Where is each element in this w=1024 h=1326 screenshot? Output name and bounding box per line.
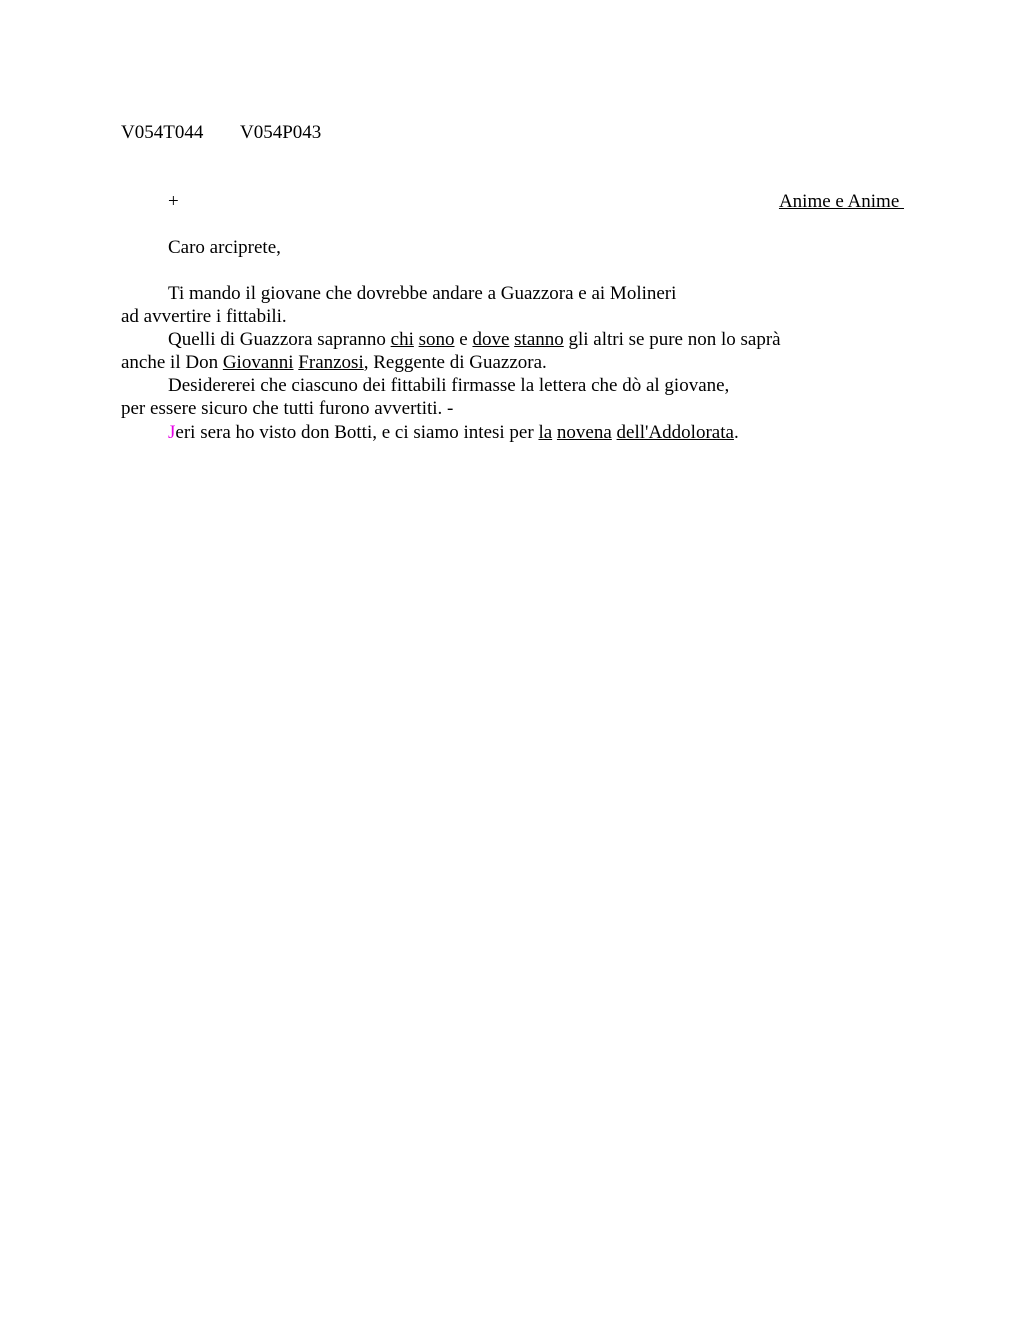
body-line-2: ad avvertire i fittabili. (121, 306, 287, 327)
underlined-word: sono (418, 329, 455, 350)
page-code: V054P043 (240, 122, 322, 143)
text-segment: , Reggente di Guazzora. (363, 352, 547, 373)
text-segment: anche il Don (121, 352, 223, 373)
underlined-word: Giovanni (222, 352, 294, 373)
body-line-3 (168, 328, 781, 351)
letter-title: Anime e Anime (778, 191, 904, 212)
body-line-6: per essere sicuro che tutti furono avvertiti. - (121, 398, 454, 419)
underlined-word: stanno (514, 329, 564, 350)
text-segment: gli altri se pure non lo saprà (563, 329, 781, 350)
underlined-word: Franzosi (298, 352, 364, 373)
underlined-word: dove (472, 329, 510, 350)
text-segment: Quelli di Guazzora sapranno (168, 329, 391, 350)
text-segment: . (733, 422, 739, 443)
body-line-7 (168, 421, 739, 444)
underlined-word: chi (390, 329, 414, 350)
underlined-word: dell'Addolorata (616, 422, 734, 443)
text-segment: eri sera ho visto don Botti, e ci siamo intesi per (175, 422, 539, 443)
body-line-5: Desidererei che ciascuno dei fittabili firmasse la lettera che dò al giovane, (168, 375, 730, 396)
text-segment: e (454, 329, 473, 350)
cross-mark: + (168, 191, 179, 212)
document-code: V054T044 (121, 122, 204, 143)
greeting: Caro arciprete, (168, 237, 281, 258)
body-line-1: Ti mando il giovane che dovrebbe andare a Guazzora e ai Molineri (168, 283, 677, 304)
highlighted-initial: J (168, 422, 176, 443)
underlined-word: novena (556, 422, 612, 443)
underlined-word: la (538, 422, 553, 443)
body-line-4 (121, 351, 547, 374)
